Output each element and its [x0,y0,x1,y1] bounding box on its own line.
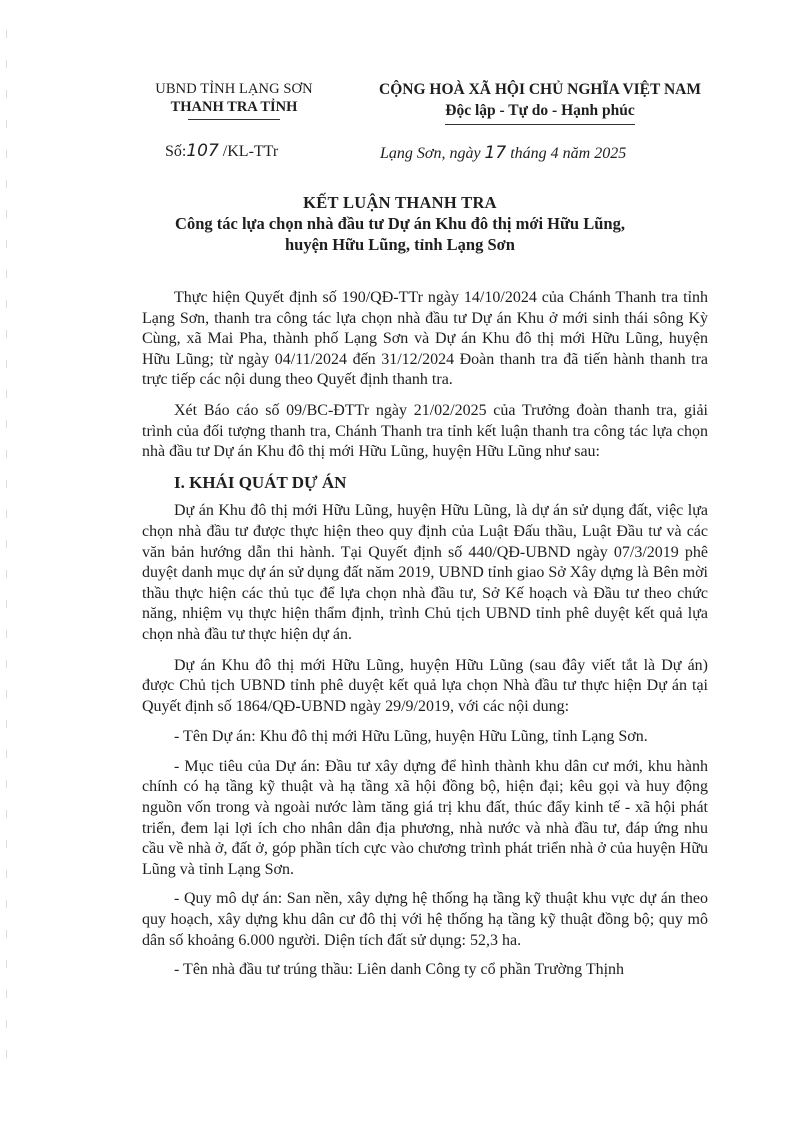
doc-number-handwritten: 107 [186,141,219,161]
date-day-handwritten: 17 [484,143,507,163]
document-subject-line-1: Công tác lựa chọn nhà đầu tư Dự án Khu đô thị mới Hữu Lũng, [175,214,625,233]
item-project-name: - Tên Dự án: Khu đô thị mới Hữu Lũng, huyện Hữu Lũng, tỉnh Lạng Sơn. [174,728,648,746]
document-body [142,288,708,990]
agency-name: UBND TỈNH LẠNG SƠN [155,81,313,97]
doc-number-suffix: /KL-TTr [222,143,279,160]
item-project-objective: - Mục tiêu của Dự án: Đầu tư xây dựng để hình thành khu dân cư mới, khu hành chính có hạ tầng kỹ thuật và hạ tầng xã hội đồng bộ, hiện đại; kêu gọi và huy động nguồn vốn trong và ngoài nước làm tăng giá trị khu đất, thúc đẩy kinh tế - xã hội phát triển, đem lại lợi ích cho nhân dân địa phương, nhà nước và nhà đầu tư, đáp ứng nhu cầu về nhà ở, đất ở, góp phần tích cực vào chương trình phát triển nhà ở của huyện Hữu Lũng và tỉnh Lạng Sơn. [142,757,708,878]
item-project-scale: - Quy mô dự án: San nền, xây dựng hệ thống hạ tầng kỹ thuật khu vực dự án theo quy hoạch, xây dựng khu dân cư đô thị với hệ thống hạ tầng kỹ thuật đồng bộ; quy mô dân số khoảng 6.000 người. Diện tích đất sử dụng: 52,3 ha. [142,890,708,949]
paragraph-review: Xét Báo cáo số 09/BC-ĐTTr ngày 21/02/2025 của Trưởng đoàn thanh tra, giải trình của đối tượng thanh tra, Chánh Thanh tra tỉnh kết luận thanh tra công tác lựa chọn nhà đầu tư Dự án Khu đô thị mới Hữu Lũng, huyện Hữu Lũng như sau: [142,401,708,461]
document-title-block [90,193,710,255]
date-prefix: Lạng Sơn, ngày [380,145,481,162]
motto-underline [445,124,635,125]
country-name: CỘNG HOÀ XÃ HỘI CHỦ NGHĨA VIỆT NAM [379,81,701,98]
issuing-agency-block [112,80,356,120]
section-heading-overview: I. KHÁI QUÁT DỰ ÁN [174,472,347,492]
paragraph-basis: Thực hiện Quyết định số 190/QĐ-TTr ngày 14/10/2024 của Chánh Thanh tra tỉnh Lạng Sơn, thanh tra công tác lựa chọn nhà đầu tư Dự án Khu ở mới sinh thái sông Kỳ Cùng, xã Mai Pha, thành phố Lạng Sơn và Dự án Khu đô thị mới Hữu Lũng, huyện Hữu Lũng; từ ngày 04/11/2024 đến 31/12/2024 Đoàn thanh tra đã tiến hành thanh tra trực tiếp các nội dung theo Quyết định thanh tra. [142,289,708,389]
date-line [380,143,710,163]
date-suffix: tháng 4 năm 2025 [510,145,627,162]
document-number [165,141,278,161]
national-header-block [330,80,750,125]
office-name: THANH TRA TỈNH [170,99,298,115]
national-motto: Độc lập - Tự do - Hạnh phúc [445,102,635,119]
paragraph-project-overview: Dự án Khu đô thị mới Hữu Lũng, huyện Hữu Lũng, là dự án sử dụng đất, việc lựa chọn nhà đầu tư được thực hiện theo quy định của Luật Đấu thầu, Luật Đầu tư và các văn bản hướng dẫn thi hành. Tại Quyết định số 440/QĐ-UBND ngày 07/3/2019 phê duyệt danh mục dự án sử dụng đất năm 2019, UBND tỉnh giao Sở Xây dựng là Bên mời thầu thực hiện các thủ tục để lựa chọn nhà đầu tư, Sở Kế hoạch và Đầu tư theo chức năng, nhiệm vụ thực hiện thẩm định, trình Chủ tịch UBND tỉnh phê duyệt kết quả lựa chọn nhà đầu tư thực hiện dự án. [142,502,708,643]
agency-underline [188,119,280,120]
document-subject-line-2: huyện Hữu Lũng, tỉnh Lạng Sơn [285,235,515,254]
item-winning-investor: - Tên nhà đầu tư trúng thầu: Liên danh Công ty cổ phần Trường Thịnh [174,961,625,979]
scan-edge-artifact [6,30,7,1080]
doc-number-prefix: Số: [165,143,187,160]
paragraph-approval: Dự án Khu đô thị mới Hữu Lũng, huyện Hữu Lũng (sau đây viết tắt là Dự án) được Chủ tịch UBND tỉnh phê duyệt kết quả lựa chọn Nhà đầu tư thực hiện Dự án tại Quyết định số 1864/QĐ-UBND ngày 29/9/2019, với các nội dung: [142,656,708,715]
document-title: KẾT LUẬN THANH TRA [303,193,497,212]
